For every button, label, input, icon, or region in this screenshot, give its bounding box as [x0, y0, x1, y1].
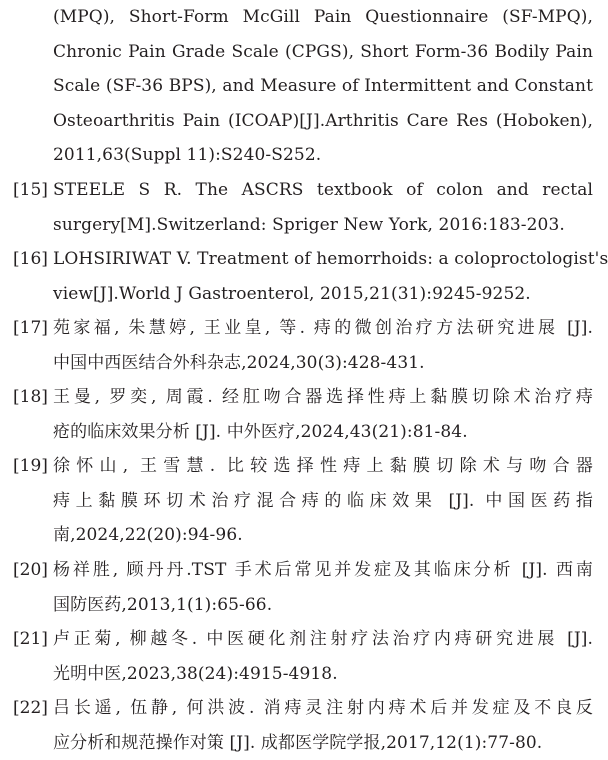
reference-line: 光明中医,2023,38(24):4915-4918. [53, 657, 593, 692]
reference-line: 杨祥胜, 顾丹丹.TST 手术后常见并发症及其临床分析 [J]. 西南 [53, 553, 593, 588]
reference-line: view[J].World J Gastroenterol, 2015,21(31):9245-9252. [53, 277, 593, 312]
reference-body [53, 242, 593, 311]
reference-line: Osteoarthritis Pain (ICOAP)[J].Arthritis Care Res (Hoboken), [53, 104, 593, 139]
reference-number: [20] [13, 553, 48, 588]
reference-body [53, 622, 593, 691]
reference-line: 应分析和规范操作对策 [J]. 成都医学院学报,2017,12(1):77-80. [53, 726, 593, 760]
reference-line: 南,2024,22(20):94-96. [53, 518, 593, 553]
reference-body [53, 553, 593, 622]
reference-body [53, 380, 593, 449]
reference-number: [21] [13, 622, 48, 657]
reference-line: surgery[M].Switzerland: Spriger New York, 2016:183-203. [53, 208, 593, 243]
reference-line: 王曼, 罗奕, 周霞. 经肛吻合器选择性痔上黏膜切除术治疗痔 [53, 380, 593, 415]
reference-body [53, 0, 593, 173]
reference-line: 2011,63(Suppl 11):S240-S252. [53, 138, 593, 173]
reference-line: Chronic Pain Grade Scale (CPGS), Short Form-36 Bodily Pain [53, 35, 593, 70]
reference-line: 中国中西医结合外科杂志,2024,30(3):428-431. [53, 346, 593, 381]
reference-line: LOHSIRIWAT V. Treatment of hemorrhoids: a coloproctologist's [53, 242, 593, 277]
reference-number: [22] [13, 691, 48, 726]
reference-number: [17] [13, 311, 48, 346]
reference-line: 吕长遥, 伍静, 何洪波. 消痔灵注射内痔术后并发症及不良反 [53, 691, 593, 726]
reference-line: 苑家福, 朱慧婷, 王业皇, 等. 痔的微创治疗方法研究进展 [J]. [53, 311, 593, 346]
reference-number: [16] [13, 242, 48, 277]
reference-line: Scale (SF-36 BPS), and Measure of Intermittent and Constant [53, 69, 593, 104]
reference-body [53, 449, 593, 553]
reference-number: [15] [13, 173, 48, 208]
reference-line: 疮的临床效果分析 [J]. 中外医疗,2024,43(21):81-84. [53, 415, 593, 450]
reference-number: [18] [13, 380, 48, 415]
reference-line: 痔上黏膜环切术治疗混合痔的临床效果 [J]. 中国医药指 [53, 484, 593, 519]
reference-body [53, 311, 593, 380]
reference-body [53, 173, 593, 242]
reference-line: 徐怀山, 王雪慧. 比较选择性痔上黏膜切除术与吻合器 [53, 449, 593, 484]
reference-number: [19] [13, 449, 48, 484]
reference-line: 卢正菊, 柳越冬. 中医硬化剂注射疗法治疗内痔研究进展 [J]. [53, 622, 593, 657]
reference-line: 国防医药,2013,1(1):65-66. [53, 588, 593, 623]
reference-line: (MPQ), Short-Form McGill Pain Questionnaire (SF-MPQ), [53, 0, 593, 35]
reference-body [53, 691, 593, 760]
reference-line: STEELE S R. The ASCRS textbook of colon and rectal [53, 173, 593, 208]
